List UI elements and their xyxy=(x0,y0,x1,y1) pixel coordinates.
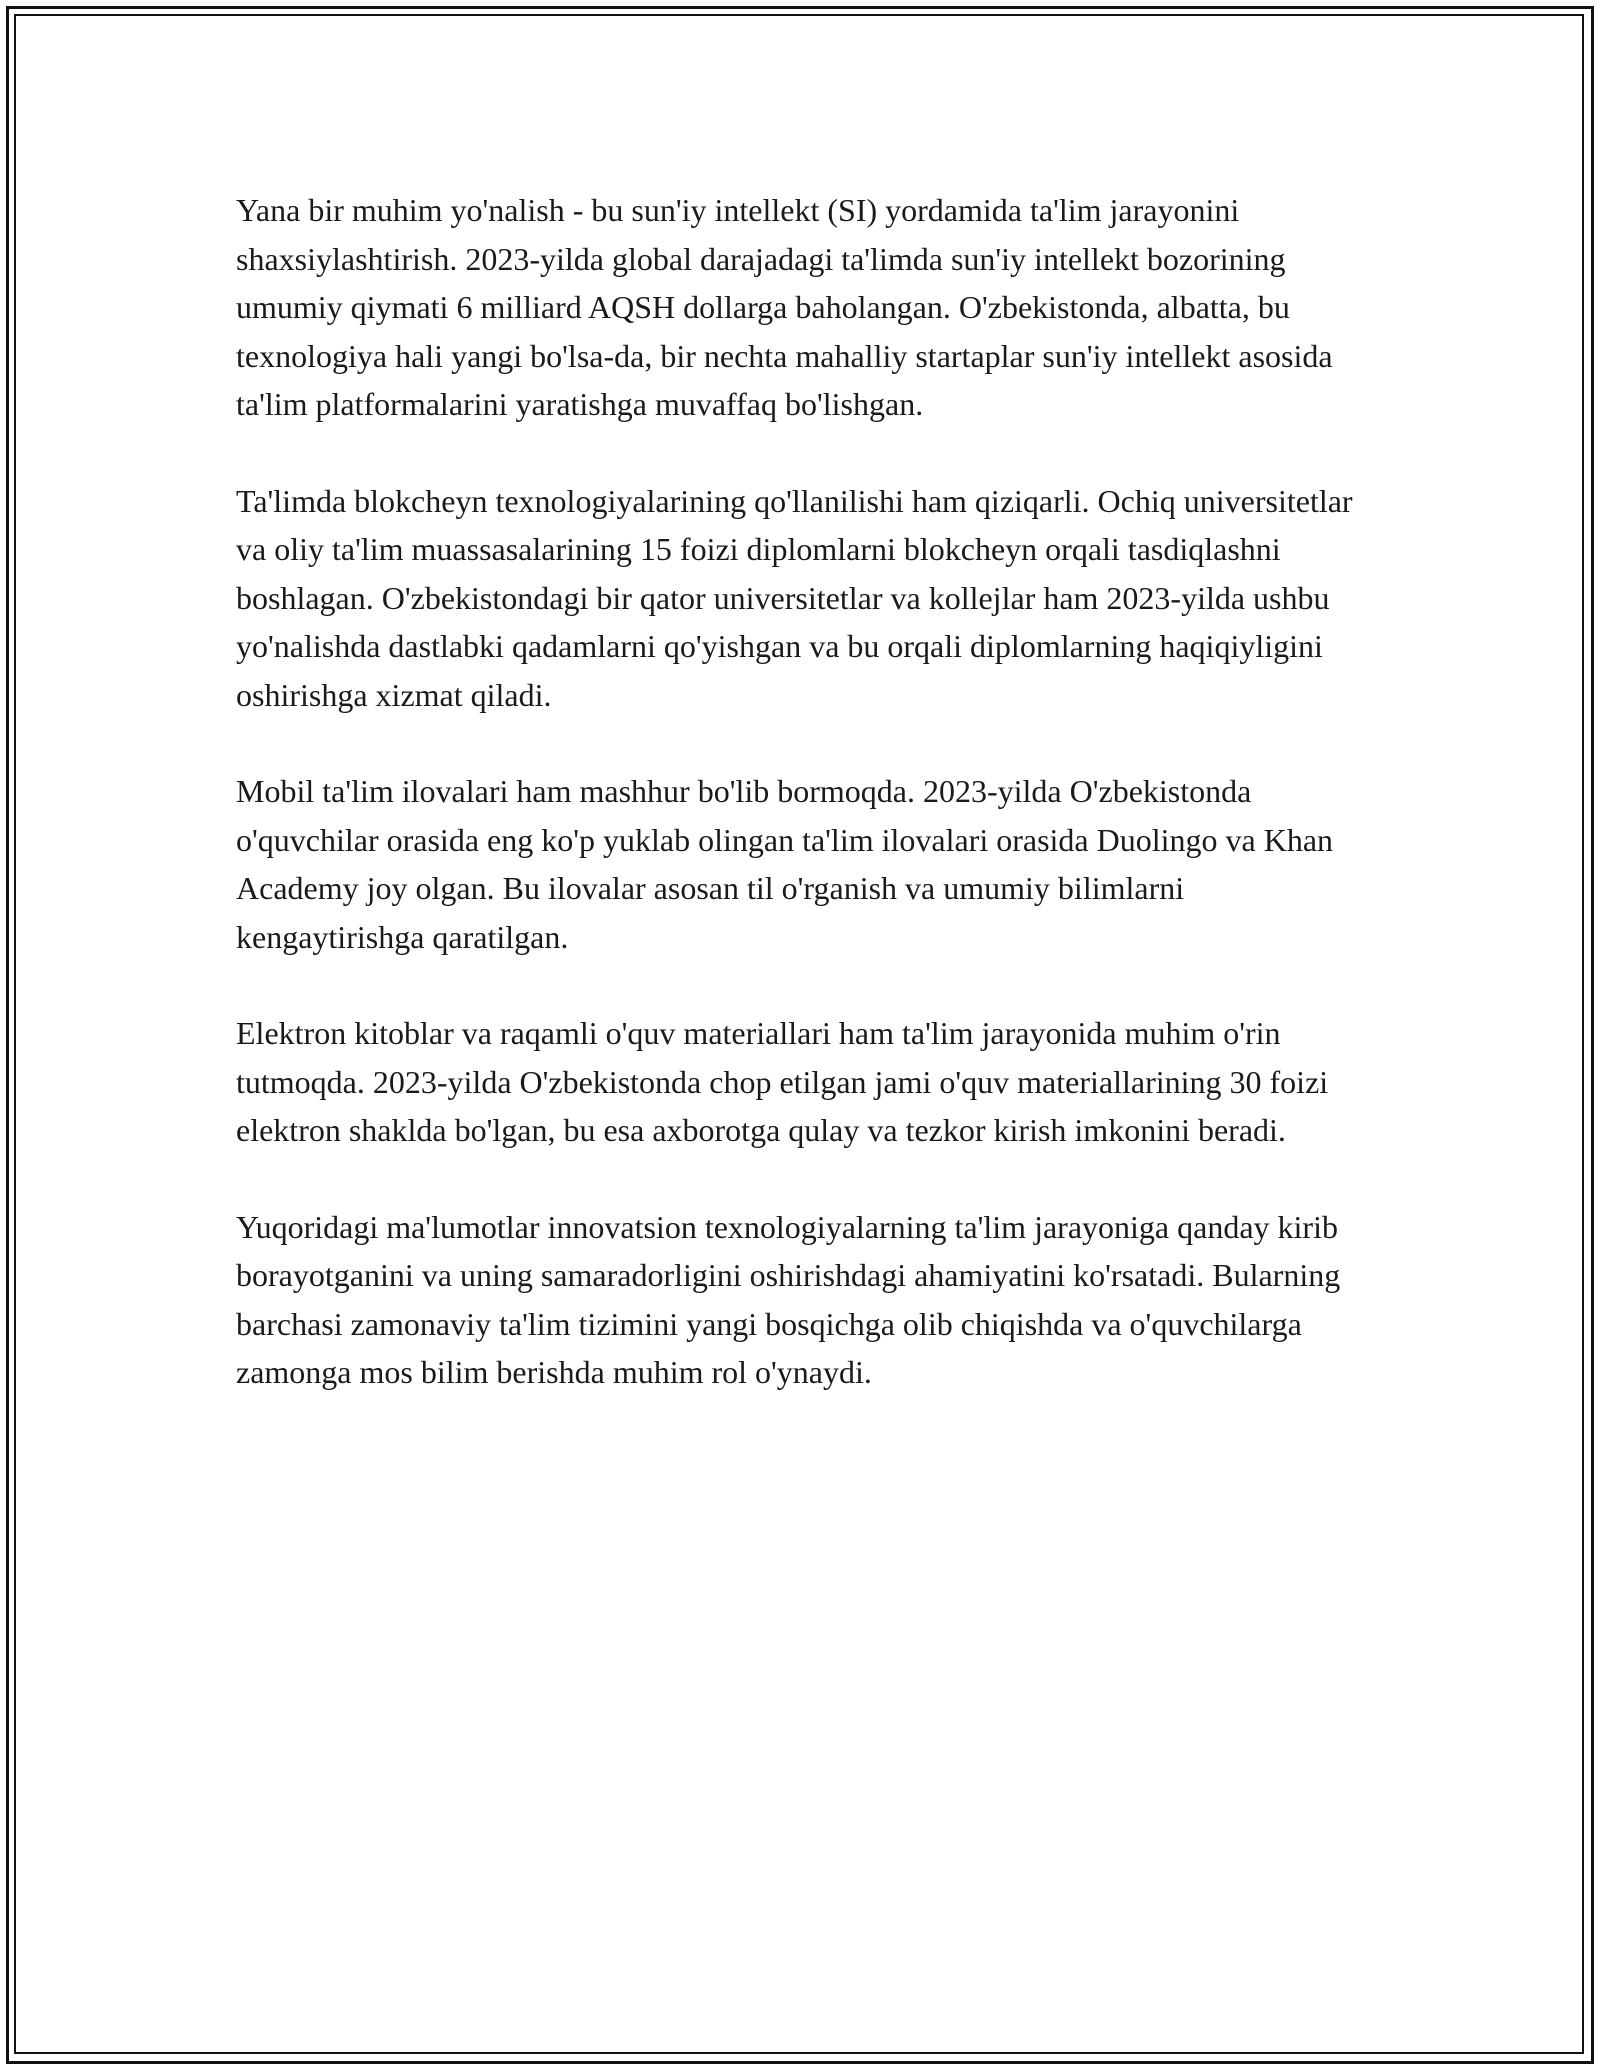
paragraph-ebooks: Elektron kitoblar va raqamli o'quv materiallari ham ta'lim jarayonida muhim o'rin tutmoqda. 2023-yilda O'zbekistonda chop etilgan jami o'quv materiallarining 30 foizi elektron shaklda bo'lgan, bu esa axborotga qulay va tezkor kirish imkonini beradi. xyxy=(236,1015,1329,1148)
paragraph-conclusion: Yuqoridagi ma'lumotlar innovatsion texnologiyalarning ta'lim jarayoniga qanday kirib borayotganini va uning samaradorligini oshirishdagi ahamiyatini ko'rsatadi. Bularning barchasi zamonaviy ta'lim tizimini yangi bosqichga olib chiqishda va o'quvchilarga zamonga mos bilim berishda muhim rol o'ynaydi. xyxy=(236,1208,1341,1390)
document-body xyxy=(236,186,1366,1445)
paragraph-ai-personalization: Yana bir muhim yo'nalish - bu sun'iy intellekt (SI) yordamida ta'lim jarayonini shaxsiylashtirish. 2023-yilda global darajadagi ta'limda sun'iy intellekt bozorining umumiy qiymati 6 milliard AQSH dollarga baholangan. O'zbekistonda, albatta, bu texnologiya hali yangi bo'lsa-da, bir nechta mahalliy startaplar sun'iy intellekt asosida ta'lim platformalarini yaratishga muvaffaq bo'lishgan. xyxy=(236,192,1333,422)
paragraph-mobile-apps: Mobil ta'lim ilovalari ham mashhur bo'lib bormoqda. 2023-yilda O'zbekistonda o'quvchilar orasida eng ko'p yuklab olingan ta'lim ilovalari orasida Duolingo va Khan Academy joy olgan. Bu ilovalar asosan til o'rganish va umumiy bilimlarni kengaytirishga qaratilgan. xyxy=(236,773,1334,955)
paragraph-blockchain: Ta'limda blokcheyn texnologiyalarining qo'llanilishi ham qiziqarli. Ochiq universitetlar va oliy ta'lim muassasalarining 15 foizi diplomlarni blokcheyn orqali tasdiqlashni boshlagan. O'zbekistondagi bir qator universitetlar va kollejlar ham 2023-yilda ushbu yo'nalishda dastlabki qadamlarni qo'yishgan va bu orqali diplomlarning haqiqiyligini oshirishga xizmat qiladi. xyxy=(236,482,1353,713)
